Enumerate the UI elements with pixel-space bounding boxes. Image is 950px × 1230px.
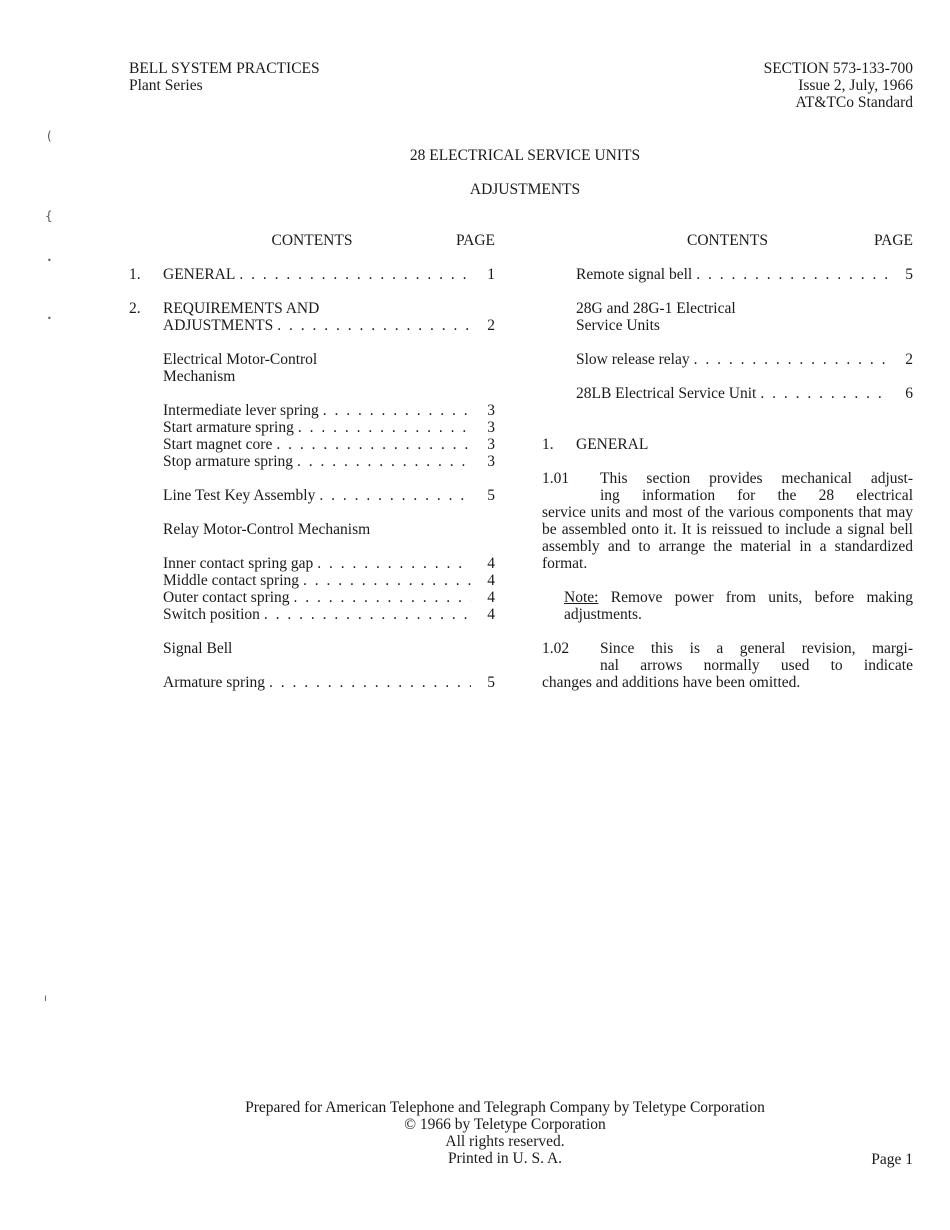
leader-dots bbox=[694, 351, 889, 368]
toc-entry[interactable] bbox=[129, 555, 495, 572]
section-heading bbox=[542, 436, 913, 453]
contents-header bbox=[129, 232, 495, 249]
contents-right bbox=[542, 232, 913, 691]
page-label: PAGE bbox=[455, 232, 495, 249]
toc-entry[interactable] bbox=[129, 674, 495, 691]
paragraph-line: This section provides mechanical adjust- bbox=[600, 470, 913, 487]
toc-entry[interactable] bbox=[542, 266, 913, 283]
toc-number: 1. bbox=[129, 266, 141, 283]
margin-mark: • bbox=[47, 256, 52, 265]
toc-page: 4 bbox=[487, 572, 495, 589]
toc-label: Armature spring bbox=[163, 674, 266, 691]
toc-label: GENERAL bbox=[163, 266, 236, 283]
paragraph-line: nal arrows normally used to indicate bbox=[600, 657, 913, 674]
toc-label: Start armature spring bbox=[163, 419, 294, 436]
series-name: Plant Series bbox=[129, 77, 203, 94]
contents-label: CONTENTS bbox=[687, 232, 768, 249]
leader-dots bbox=[297, 453, 471, 470]
toc-subheading: Relay Motor-Control Mechanism bbox=[163, 521, 371, 538]
leader-dots bbox=[269, 674, 471, 691]
leader-dots bbox=[276, 436, 471, 453]
toc-label: Stop armature spring bbox=[163, 453, 294, 470]
page-number: Page 1 bbox=[871, 1151, 913, 1168]
toc-page: 3 bbox=[487, 436, 495, 453]
toc-subheading: Mechanism bbox=[163, 368, 236, 385]
paragraph-number: 1.02 bbox=[542, 640, 570, 657]
header-right bbox=[764, 60, 913, 111]
margin-mark: ı bbox=[44, 993, 47, 1004]
toc-entry[interactable] bbox=[129, 487, 495, 504]
standard-label: AT&TCo Standard bbox=[795, 94, 913, 111]
toc-page: 2 bbox=[905, 351, 913, 368]
toc-number: 2. bbox=[129, 300, 141, 317]
leader-dots bbox=[294, 589, 471, 606]
toc-label: Outer contact spring bbox=[163, 589, 290, 606]
contents-header bbox=[542, 232, 913, 249]
toc-entry[interactable] bbox=[129, 300, 495, 317]
toc-entry[interactable] bbox=[129, 436, 495, 453]
toc-page: 5 bbox=[487, 487, 495, 504]
paragraph-number: 1.01 bbox=[542, 470, 570, 487]
margin-mark: ( bbox=[47, 129, 52, 143]
toc-page: 1 bbox=[487, 266, 495, 283]
toc-entry[interactable] bbox=[129, 572, 495, 589]
paragraph-1-02 bbox=[542, 640, 913, 691]
leader-dots bbox=[298, 419, 471, 436]
toc-subheading: Service Units bbox=[576, 317, 660, 334]
toc-label: Intermediate lever spring bbox=[163, 402, 319, 419]
publication-name: BELL SYSTEM PRACTICES bbox=[129, 60, 320, 77]
leader-dots bbox=[264, 606, 471, 623]
paragraph-text: service units and most of the various components that may be assembled onto it. It is reissued to include a signal bell assembly and to arrange the material in a standardized format. bbox=[542, 504, 913, 572]
leader-dots bbox=[760, 385, 889, 402]
toc-entry[interactable] bbox=[542, 351, 913, 368]
leader-dots bbox=[303, 572, 471, 589]
leader-dots bbox=[319, 487, 471, 504]
toc-page: 3 bbox=[487, 419, 495, 436]
document-subtitle: ADJUSTMENTS bbox=[469, 181, 581, 198]
toc-page: 6 bbox=[905, 385, 913, 402]
document-title: 28 ELECTRICAL SERVICE UNITS bbox=[409, 147, 641, 164]
toc-label: 28LB Electrical Service Unit bbox=[576, 385, 757, 402]
paragraph-1-01 bbox=[542, 470, 913, 572]
leader-dots bbox=[239, 266, 471, 283]
footer-rights: All rights reserved. bbox=[445, 1133, 565, 1150]
leader-dots bbox=[323, 402, 471, 419]
toc-entry[interactable] bbox=[542, 385, 913, 402]
toc-label: Start magnet core bbox=[163, 436, 273, 453]
section-number: SECTION 573-133-700 bbox=[763, 60, 913, 77]
toc-label: Middle contact spring bbox=[163, 572, 300, 589]
toc-entry[interactable] bbox=[129, 453, 495, 470]
paragraph-text: changes and additions have been omitted. bbox=[542, 674, 801, 691]
header-left bbox=[129, 60, 320, 94]
section-title: GENERAL bbox=[576, 436, 649, 453]
toc-entry[interactable] bbox=[129, 589, 495, 606]
toc-entry[interactable] bbox=[129, 606, 495, 623]
footer-prepared: Prepared for American Telephone and Telegraph Company by Teletype Corporation bbox=[245, 1099, 765, 1116]
toc-subheading: Electrical Motor-Control bbox=[163, 351, 318, 368]
footer-printed: Printed in U. S. A. bbox=[447, 1150, 563, 1167]
toc-label: Line Test Key Assembly bbox=[163, 487, 316, 504]
footer bbox=[0, 1099, 950, 1167]
leader-dots bbox=[696, 266, 889, 283]
margin-mark: • bbox=[47, 314, 52, 323]
toc-page: 2 bbox=[487, 317, 495, 334]
toc-label: Switch position bbox=[163, 606, 260, 623]
toc-label: Remote signal bell bbox=[576, 266, 693, 283]
footer-copyright: © 1966 by Teletype Corporation bbox=[404, 1116, 606, 1133]
toc-page: 3 bbox=[487, 402, 495, 419]
paragraph-line: Since this is a general revision, margi- bbox=[600, 640, 913, 657]
toc-page: 3 bbox=[487, 453, 495, 470]
issue-date: Issue 2, July, 1966 bbox=[798, 77, 913, 94]
leader-dots bbox=[277, 317, 471, 334]
toc-entry[interactable] bbox=[129, 419, 495, 436]
toc-entry[interactable] bbox=[129, 402, 495, 419]
toc-label: Slow release relay bbox=[576, 351, 690, 368]
toc-entry[interactable] bbox=[129, 266, 495, 283]
toc-label: ADJUSTMENTS bbox=[163, 317, 274, 334]
section-number-label: 1. bbox=[542, 436, 554, 453]
contents-left bbox=[129, 232, 495, 691]
leader-dots bbox=[317, 555, 471, 572]
note-label: Note: bbox=[564, 589, 599, 606]
toc-page: 4 bbox=[487, 555, 495, 572]
toc-page: 5 bbox=[487, 674, 495, 691]
toc-label: REQUIREMENTS AND bbox=[163, 300, 320, 317]
toc-page: 4 bbox=[487, 606, 495, 623]
page-label: PAGE bbox=[873, 232, 913, 249]
toc-subheading: 28G and 28G-1 Electrical bbox=[576, 300, 736, 317]
toc-page: 5 bbox=[905, 266, 913, 283]
note bbox=[542, 589, 913, 623]
toc-label: Inner contact spring gap bbox=[163, 555, 314, 572]
margin-mark: { bbox=[45, 209, 53, 223]
toc-page: 4 bbox=[487, 589, 495, 606]
toc-entry[interactable] bbox=[129, 317, 495, 334]
contents-label: CONTENTS bbox=[271, 232, 353, 249]
note-text: Remove power from units, before making adjustments. bbox=[564, 589, 913, 623]
paragraph-line: ing information for the 28 electrical bbox=[600, 487, 913, 504]
toc-subheading: Signal Bell bbox=[163, 640, 233, 657]
